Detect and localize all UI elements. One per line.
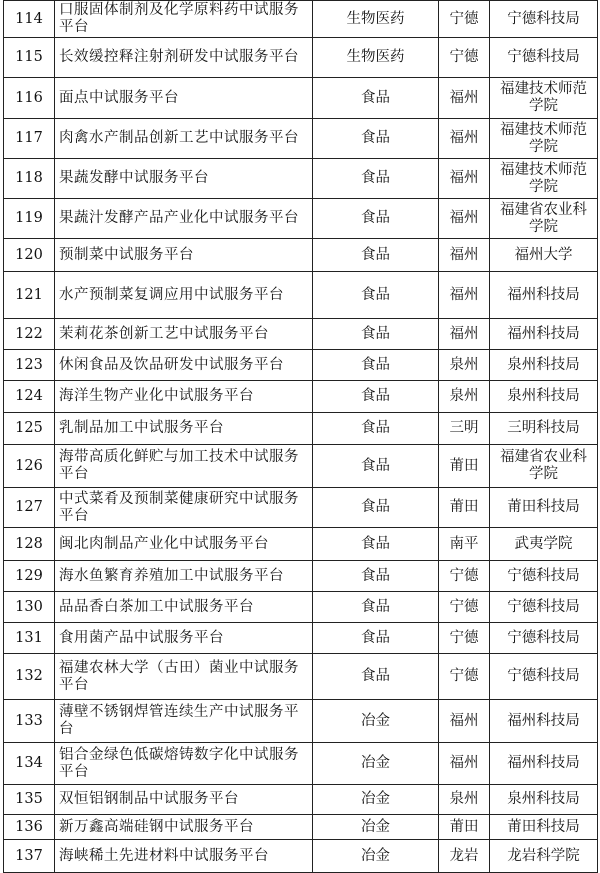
table-row: [4, 272, 598, 319]
organization-name: 福建省农业科学院: [490, 199, 598, 239]
table-row: [4, 319, 598, 350]
platform-name: 长效缓控释注射剂研发中试服务平台: [55, 38, 313, 78]
organization-name: 宁德科技局: [490, 654, 598, 700]
platform-name: 福建农林大学（古田）菌业中试服务平台: [55, 654, 313, 700]
row-number: 127: [4, 488, 55, 528]
industry-category: 食品: [313, 239, 439, 272]
city-name: 福州: [439, 78, 490, 119]
table-row: [4, 654, 598, 700]
row-number: 136: [4, 815, 55, 840]
organization-name: 福州科技局: [490, 272, 598, 319]
table-row: [4, 700, 598, 743]
table-row: [4, 350, 598, 381]
table-row: [4, 592, 598, 623]
organization-name: 宁德科技局: [490, 561, 598, 592]
row-number: 131: [4, 623, 55, 654]
platform-table: [3, 0, 598, 873]
table-row: [4, 840, 598, 873]
platform-name: 休闲食品及饮品研发中试服务平台: [55, 350, 313, 381]
platform-name: 海峡稀土先进材料中试服务平台: [55, 840, 313, 873]
platform-name: 品品香白茶加工中试服务平台: [55, 592, 313, 623]
industry-category: 冶金: [313, 743, 439, 785]
row-number: 126: [4, 445, 55, 488]
table-row: [4, 1, 598, 38]
table-row: [4, 623, 598, 654]
city-name: 福州: [439, 199, 490, 239]
platform-name: 薄壁不锈钢焊管连续生产中试服务平台: [55, 700, 313, 743]
table-row: [4, 119, 598, 159]
platform-name: 海水鱼繁育养殖加工中试服务平台: [55, 561, 313, 592]
organization-name: 龙岩科学院: [490, 840, 598, 873]
row-number: 123: [4, 350, 55, 381]
organization-name: 福建技术师范学院: [490, 78, 598, 119]
organization-name: 福州科技局: [490, 319, 598, 350]
city-name: 福州: [439, 743, 490, 785]
table-row: [4, 78, 598, 119]
platform-name: 预制菜中试服务平台: [55, 239, 313, 272]
industry-category: 食品: [313, 381, 439, 413]
industry-category: 食品: [313, 445, 439, 488]
city-name: 莆田: [439, 815, 490, 840]
industry-category: 食品: [313, 488, 439, 528]
table-row: [4, 528, 598, 561]
row-number: 115: [4, 38, 55, 78]
city-name: 泉州: [439, 350, 490, 381]
row-number: 134: [4, 743, 55, 785]
industry-category: 食品: [313, 350, 439, 381]
row-number: 121: [4, 272, 55, 319]
industry-category: 冶金: [313, 815, 439, 840]
table-row: [4, 381, 598, 413]
row-number: 128: [4, 528, 55, 561]
city-name: 福州: [439, 319, 490, 350]
platform-name: 肉禽水产制品创新工艺中试服务平台: [55, 119, 313, 159]
table-row: [4, 159, 598, 199]
platform-name: 面点中试服务平台: [55, 78, 313, 119]
organization-name: 福州科技局: [490, 743, 598, 785]
city-name: 福州: [439, 119, 490, 159]
platform-name: 口服固体制剂及化学原料药中试服务平台: [55, 1, 313, 38]
city-name: 泉州: [439, 785, 490, 815]
table-row: [4, 413, 598, 445]
industry-category: 食品: [313, 319, 439, 350]
table-row: [4, 239, 598, 272]
organization-name: 福建技术师范学院: [490, 159, 598, 199]
city-name: 福州: [439, 700, 490, 743]
industry-category: 食品: [313, 272, 439, 319]
city-name: 南平: [439, 528, 490, 561]
row-number: 114: [4, 1, 55, 38]
row-number: 132: [4, 654, 55, 700]
row-number: 119: [4, 199, 55, 239]
platform-name: 海带高质化鲜贮与加工技术中试服务平台: [55, 445, 313, 488]
organization-name: 宁德科技局: [490, 38, 598, 78]
table-row: [4, 199, 598, 239]
organization-name: 泉州科技局: [490, 381, 598, 413]
platform-name: 中式菜肴及预制菜健康研究中试服务平台: [55, 488, 313, 528]
platform-name: 闽北肉制品产业化中试服务平台: [55, 528, 313, 561]
industry-category: 食品: [313, 159, 439, 199]
industry-category: 冶金: [313, 785, 439, 815]
industry-category: 食品: [313, 413, 439, 445]
organization-name: 武夷学院: [490, 528, 598, 561]
industry-category: 生物医药: [313, 1, 439, 38]
table-row: [4, 445, 598, 488]
city-name: 宁德: [439, 654, 490, 700]
city-name: 泉州: [439, 381, 490, 413]
industry-category: 食品: [313, 623, 439, 654]
organization-name: 宁德科技局: [490, 1, 598, 38]
city-name: 宁德: [439, 1, 490, 38]
platform-name: 水产预制菜复调应用中试服务平台: [55, 272, 313, 319]
table-row: [4, 743, 598, 785]
table-row: [4, 561, 598, 592]
city-name: 宁德: [439, 38, 490, 78]
organization-name: 福州大学: [490, 239, 598, 272]
organization-name: 莆田科技局: [490, 488, 598, 528]
city-name: 龙岩: [439, 840, 490, 873]
organization-name: 三明科技局: [490, 413, 598, 445]
platform-name: 铝合金绿色低碳熔铸数字化中试服务平台: [55, 743, 313, 785]
industry-category: 生物医药: [313, 38, 439, 78]
row-number: 130: [4, 592, 55, 623]
city-name: 福州: [439, 159, 490, 199]
platform-name: 新万鑫高端硅钢中试服务平台: [55, 815, 313, 840]
industry-category: 食品: [313, 119, 439, 159]
city-name: 福州: [439, 272, 490, 319]
organization-name: 福建省农业科学院: [490, 445, 598, 488]
platform-name: 双恒铝钢制品中试服务平台: [55, 785, 313, 815]
row-number: 122: [4, 319, 55, 350]
city-name: 莆田: [439, 445, 490, 488]
row-number: 129: [4, 561, 55, 592]
table-row: [4, 38, 598, 78]
organization-name: 福建技术师范学院: [490, 119, 598, 159]
organization-name: 福州科技局: [490, 700, 598, 743]
table-row: [4, 488, 598, 528]
table-body: [4, 1, 598, 873]
table-row: [4, 785, 598, 815]
industry-category: 冶金: [313, 700, 439, 743]
row-number: 135: [4, 785, 55, 815]
row-number: 118: [4, 159, 55, 199]
row-number: 116: [4, 78, 55, 119]
organization-name: 宁德科技局: [490, 623, 598, 654]
organization-name: 莆田科技局: [490, 815, 598, 840]
row-number: 133: [4, 700, 55, 743]
city-name: 宁德: [439, 592, 490, 623]
industry-category: 食品: [313, 561, 439, 592]
row-number: 124: [4, 381, 55, 413]
industry-category: 冶金: [313, 840, 439, 873]
city-name: 三明: [439, 413, 490, 445]
industry-category: 食品: [313, 528, 439, 561]
platform-name: 海洋生物产业化中试服务平台: [55, 381, 313, 413]
row-number: 117: [4, 119, 55, 159]
platform-name: 食用菌产品中试服务平台: [55, 623, 313, 654]
city-name: 宁德: [439, 623, 490, 654]
industry-category: 食品: [313, 654, 439, 700]
platform-name: 乳制品加工中试服务平台: [55, 413, 313, 445]
city-name: 莆田: [439, 488, 490, 528]
organization-name: 宁德科技局: [490, 592, 598, 623]
platform-name: 果蔬发酵中试服务平台: [55, 159, 313, 199]
row-number: 137: [4, 840, 55, 873]
industry-category: 食品: [313, 78, 439, 119]
platform-name: 果蔬汁发酵产品产业化中试服务平台: [55, 199, 313, 239]
industry-category: 食品: [313, 199, 439, 239]
row-number: 120: [4, 239, 55, 272]
organization-name: 泉州科技局: [490, 350, 598, 381]
platform-name: 茉莉花茶创新工艺中试服务平台: [55, 319, 313, 350]
city-name: 宁德: [439, 561, 490, 592]
organization-name: 泉州科技局: [490, 785, 598, 815]
table-row: [4, 815, 598, 840]
row-number: 125: [4, 413, 55, 445]
city-name: 福州: [439, 239, 490, 272]
industry-category: 食品: [313, 592, 439, 623]
